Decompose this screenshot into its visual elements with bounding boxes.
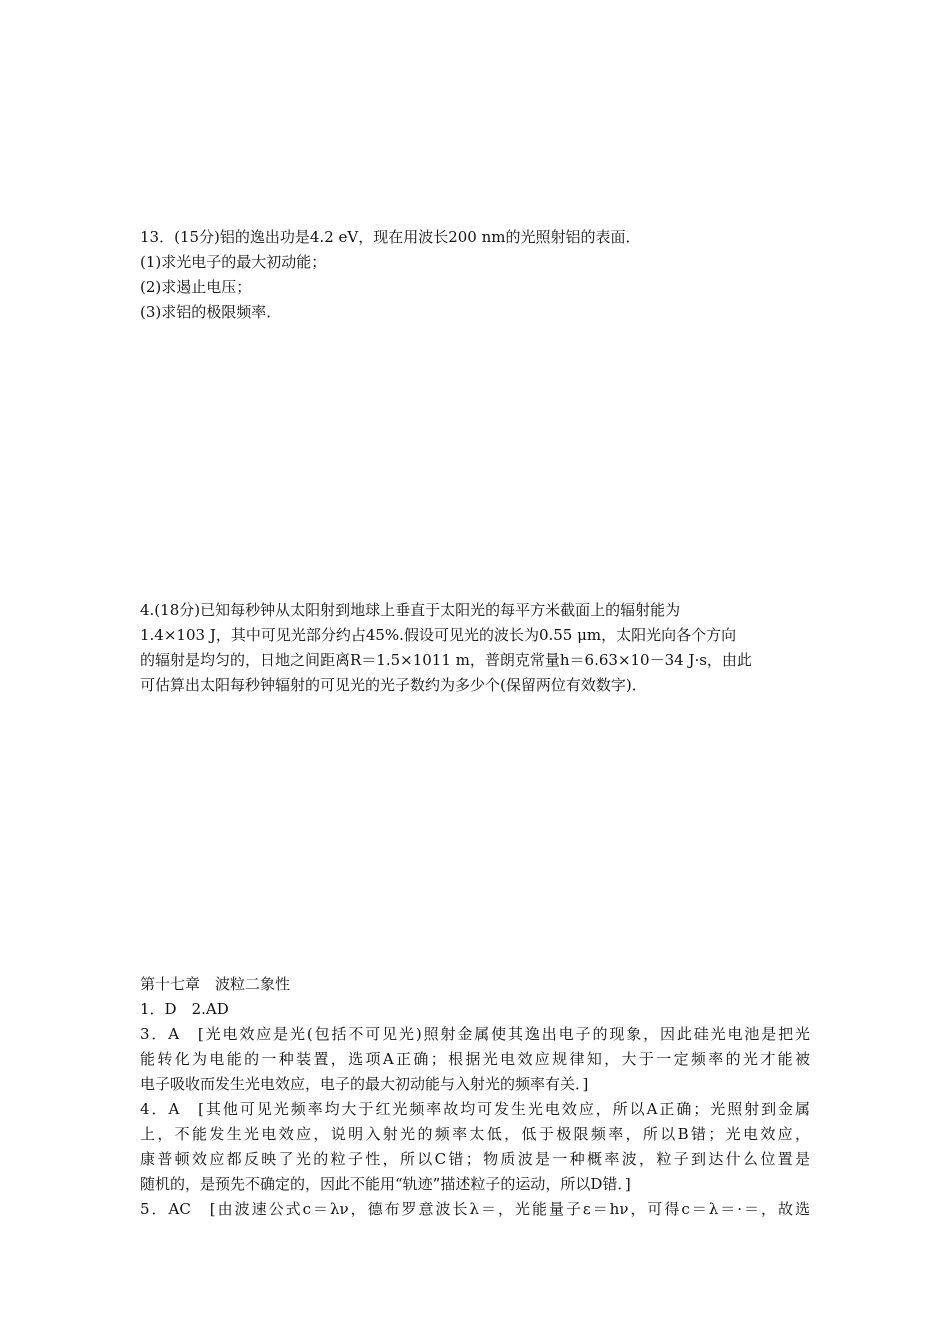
answer-4-line1: 4．A [其他可见光频率均大于红光频率故均可发生光电效应，所以A正确；光照射到金属 <box>140 1100 810 1118</box>
answer-5-line1: 5．AC [由波速公式c＝λν，德布罗意波长λ＝，光能量子ε＝hν，可得c＝λ＝·＝，故选 <box>140 1200 810 1218</box>
answer-4-line4: 随机的，是预先不确定的，因此不能用“轨迹”描述粒子的运动，所以D错．] <box>140 1175 631 1193</box>
q14-line1: 4.(18分)已知每秒钟从太阳射到地球上垂直于太阳光的每平方米截面上的辐射能为 <box>140 601 681 619</box>
chapter-title: 第十七章 波粒二象性 <box>140 975 291 993</box>
q13-part1: (1)求光电子的最大初动能； <box>140 253 327 271</box>
answer-3-line1: 3．A [光电效应是光(包括不可见光)照射金属使其逸出电子的现象，因此硅光电池是把光 <box>140 1025 810 1043</box>
answer-4-line2: 上，不能发生光电效应，说明入射光的频率太低，低于极限频率，所以B错；光电效应， <box>140 1125 810 1143</box>
q13-part2: (2)求遏止电压； <box>140 278 252 296</box>
answer-1-2: 1．D 2.AD <box>140 1000 229 1018</box>
q14-line2: 1.4×103 J，其中可见光部分约占45%.假设可见光的波长为0.55 μm，太阳光向各个方向 <box>140 626 737 644</box>
answer-3-line2: 能转化为电能的一种装置，选项A正确；根据光电效应规律知，大于一定频率的光才能被 <box>140 1050 810 1068</box>
q13-stem: 13．(15分)铝的逸出功是4.2 eV，现在用波长200 nm的光照射铝的表面． <box>140 228 641 246</box>
q14-line3: 的辐射是均匀的，日地之间距离R＝1.5×1011 m，普朗克常量h＝6.63×10－34 J·s，由此 <box>140 651 752 669</box>
q14-line4: 可估算出太阳每秒钟辐射的可见光的光子数约为多少个(保留两位有效数字)． <box>140 676 647 694</box>
answer-4-line3: 康普顿效应都反映了光的粒子性，所以C错；物质波是一种概率波，粒子到达什么位置是 <box>140 1150 810 1168</box>
q13-part3: (3)求铝的极限频率． <box>140 303 282 321</box>
answer-3-line3: 电子吸收而发生光电效应，电子的最大初动能与入射光的频率有关．] <box>140 1075 589 1093</box>
